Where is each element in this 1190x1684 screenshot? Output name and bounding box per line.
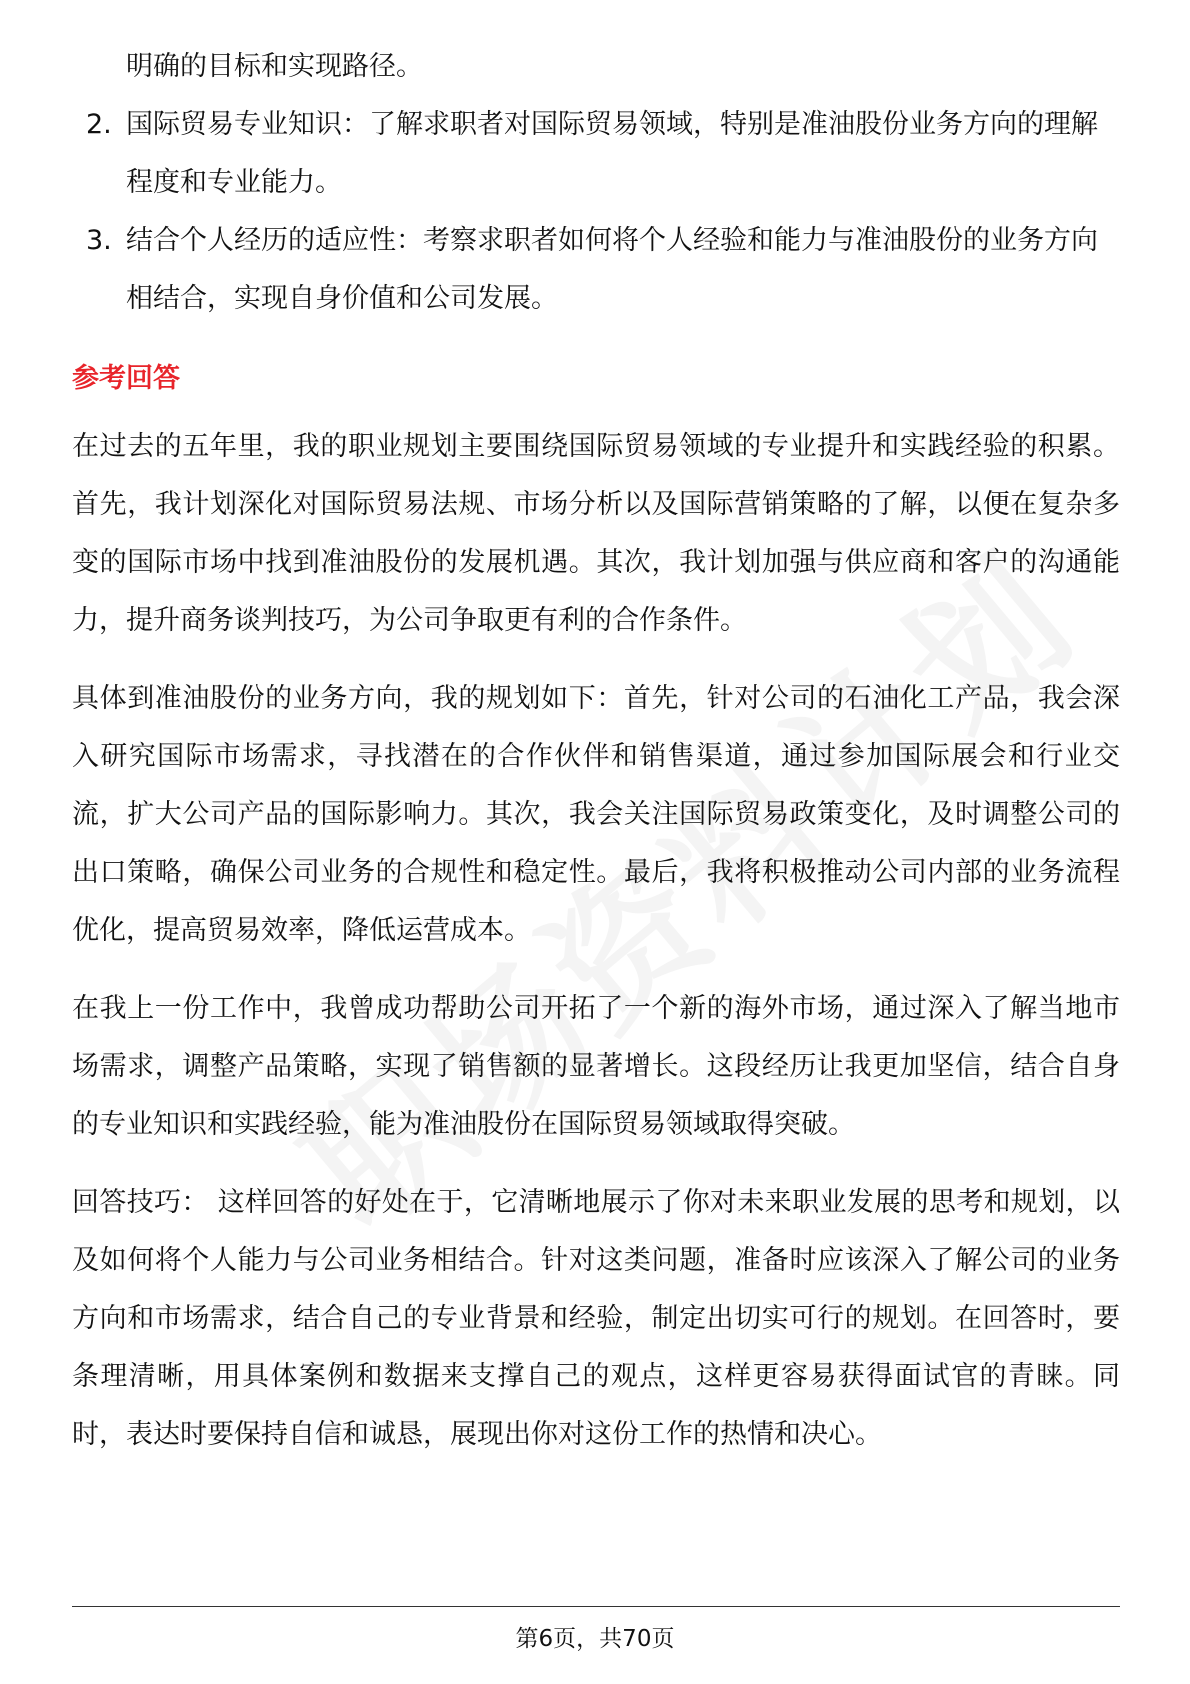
list-item-text: 国际贸易专业知识：了解求职者对国际贸易领域，特别是准油股份业务方向的理解程度和专业能力。 bbox=[126, 109, 1098, 198]
page-content bbox=[72, 38, 1120, 1464]
page-number: 第6页，共70页 bbox=[515, 1626, 675, 1652]
list-item bbox=[72, 96, 1120, 212]
paragraph: 具体到准油股份的业务方向，我的规划如下：首先，针对公司的石油化工产品，我会深入研究国际市场需求，寻找潜在的合作伙伴和销售渠道，通过参加国际展会和行业交流，扩大公司产品的国际影响力。其次，我会关注国际贸易政策变化，及时调整公司的出口策略，确保公司业务的合规性和稳定性。最后，我将积极推动公司内部的业务流程优化，提高贸易效率，降低运营成本。 bbox=[72, 683, 1120, 946]
list-item-continuation: 明确的目标和实现路径。 bbox=[126, 51, 423, 82]
list-item-number: 3. bbox=[86, 225, 112, 256]
list-item-text: 结合个人经历的适应性：考察求职者如何将个人经验和能力与准油股份的业务方向相结合，实现自身价值和公司发展。 bbox=[126, 225, 1098, 314]
footer-divider bbox=[72, 1606, 1120, 1607]
paragraph: 在过去的五年里，我的职业规划主要围绕国际贸易领域的专业提升和实践经验的积累。首先，我计划深化对国际贸易法规、市场分析以及国际营销策略的了解，以便在复杂多变的国际市场中找到准油股份的发展机遇。其次，我计划加强与供应商和客户的沟通能力，提升商务谈判技巧，为公司争取更有利的合作条件。 bbox=[72, 431, 1120, 636]
section-heading: 参考回答 bbox=[72, 363, 180, 394]
list-item bbox=[72, 212, 1120, 328]
answer-tips-paragraph: 回答技巧： 这样回答的好处在于，它清晰地展示了你对未来职业发展的思考和规划，以及如何将个人能力与公司业务相结合。针对这类问题，准备时应该深入了解公司的业务方向和市场需求，结合自己的专业背景和经验，制定出切实可行的规划。在回答时，要条理清晰，用具体案例和数据来支撑自己的观点，这样更容易获得面试官的青睐。同时，表达时要保持自信和诚恳，展现出你对这份工作的热情和决心。 bbox=[72, 1187, 1120, 1450]
list-item-number: 2. bbox=[86, 109, 112, 140]
paragraph: 在我上一份工作中，我曾成功帮助公司开拓了一个新的海外市场，通过深入了解当地市场需求，调整产品策略，实现了销售额的显著增长。这段经历让我更加坚信，结合自身的专业知识和实践经验，能为准油股份在国际贸易领域取得突破。 bbox=[72, 993, 1120, 1140]
